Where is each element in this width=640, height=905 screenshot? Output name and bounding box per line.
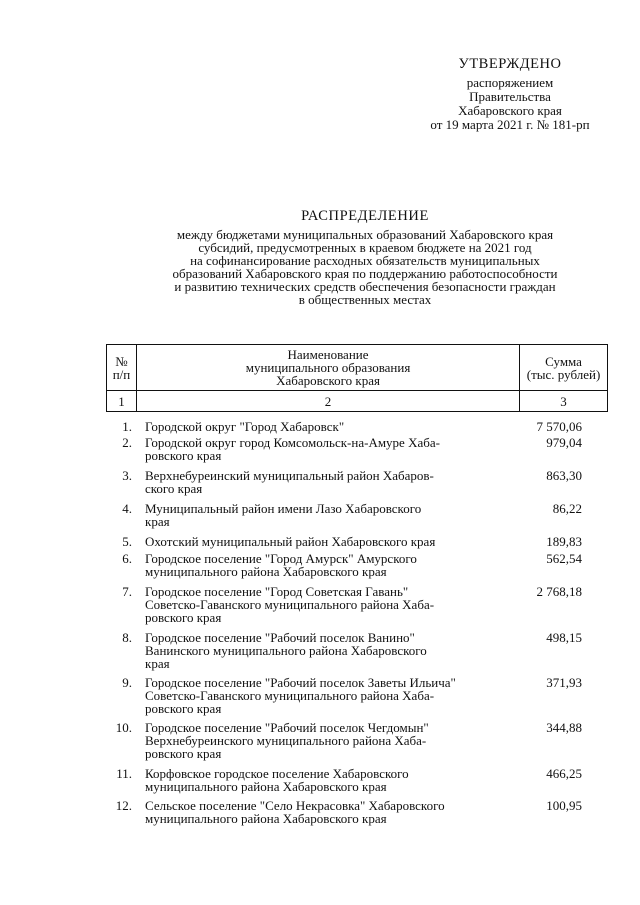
column-number: 3 — [520, 391, 608, 412]
header-name-line: Наименование — [287, 347, 369, 362]
header-sum-cell — [520, 345, 608, 391]
row-sum: 863,30 — [546, 468, 582, 483]
column-number-row — [107, 391, 608, 412]
row-name-line: Советско-Гаванского муниципального района Хаба- — [145, 597, 435, 612]
row-name — [145, 502, 497, 528]
row-name-line: Верхнебуреинского муниципального района Хаба- — [145, 733, 427, 748]
row-name — [145, 469, 497, 495]
document-subtitle-line: образований Хабаровского края по поддержанию работоспособности — [172, 266, 558, 281]
row-number: 2. — [122, 435, 132, 450]
row-name-line: Верхнебуреинский муниципальный район Хабаров- — [145, 468, 434, 483]
row-sum: 189,83 — [546, 534, 582, 549]
row-sum: 979,04 — [546, 435, 582, 450]
approval-line: Правительства — [469, 89, 551, 104]
row-number: 4. — [122, 501, 132, 516]
document-subtitle-line: субсидий, предусмотренных в краевом бюджете на 2021 год — [198, 240, 532, 255]
row-name-line: Городской округ город Комсомольск-на-Амуре Хаба- — [145, 435, 440, 450]
row-name-line: Ванинского муниципального района Хабаровского — [145, 643, 427, 658]
row-name — [145, 631, 497, 670]
row-name — [145, 436, 497, 462]
row-name-line: Городское поселение "Город Советская Гавань" — [145, 584, 409, 599]
document-subtitle-line: на софинансирование расходных обязательств муниципальных — [190, 253, 540, 268]
row-name-line: Корфовское городское поселение Хабаровского — [145, 766, 409, 781]
approval-block — [400, 57, 620, 132]
row-number: 11. — [116, 766, 132, 781]
row-number: 5. — [122, 534, 132, 549]
row-sum: 466,25 — [546, 766, 582, 781]
row-sum: 2 768,18 — [536, 584, 582, 599]
row-name-line: ского края — [145, 481, 203, 496]
approval-line: Хабаровского края — [458, 103, 562, 118]
document-subtitle-line: в общественных местах — [298, 292, 432, 307]
document-title-block — [90, 210, 640, 306]
row-name — [145, 721, 497, 760]
row-name-line: Городское поселение "Рабочий поселок Заветы Ильича" — [145, 675, 456, 690]
row-sum: 371,93 — [546, 675, 582, 690]
row-name — [145, 585, 497, 624]
row-name — [145, 676, 497, 715]
row-name — [145, 552, 497, 578]
row-name-line: Городской округ "Город Хабаровск" — [145, 419, 345, 434]
row-number: 7. — [122, 584, 132, 599]
column-number: 1 — [107, 391, 137, 412]
row-name — [145, 420, 497, 433]
document-subtitle-line: между бюджетами муниципальных образований Хабаровского края — [176, 227, 554, 242]
row-name — [145, 535, 497, 548]
header-num-line: № — [115, 353, 128, 369]
table-header — [106, 344, 608, 412]
header-name-line: муниципального образования — [245, 360, 411, 375]
column-number: 2 — [136, 391, 519, 412]
row-name-line: муниципального района Хабаровского края — [145, 811, 387, 826]
approval-line: распоряжением — [466, 75, 554, 90]
row-name-line: края — [145, 514, 170, 529]
row-name-line: Советско-Гаванского муниципального района Хаба- — [145, 688, 435, 703]
header-row — [107, 345, 608, 391]
row-name-line: ровского края — [145, 746, 222, 761]
approval-heading: УТВЕРЖДЕНО — [458, 56, 562, 72]
row-name-line: муниципального района Хабаровского края — [145, 564, 387, 579]
row-sum: 498,15 — [546, 630, 582, 645]
row-name-line: ровского края — [145, 701, 222, 716]
row-sum: 562,54 — [546, 551, 582, 566]
row-name-line: Городское поселение "Город Амурск" Амурского — [145, 551, 417, 566]
row-name-line: Городское поселение "Рабочий поселок Ванино" — [145, 630, 415, 645]
row-sum: 86,22 — [552, 501, 582, 516]
row-name — [145, 799, 497, 825]
row-name-line: края — [145, 656, 170, 671]
header-sum-line: Сумма — [545, 353, 582, 369]
row-number: 6. — [122, 551, 132, 566]
row-name-line: муниципального района Хабаровского края — [145, 779, 387, 794]
row-name-line: ровского края — [145, 448, 222, 463]
row-name-line: Муниципальный район имени Лазо Хабаровского — [145, 501, 422, 516]
row-number: 3. — [122, 468, 132, 483]
header-name-line: Хабаровского края — [276, 373, 380, 388]
header-sum-line: (тыс. рублей) — [526, 366, 601, 382]
header-num-line: п/п — [112, 366, 131, 382]
row-name-line: Сельское поселение "Село Некрасовка" Хабаровского — [145, 798, 445, 813]
row-sum: 100,95 — [546, 798, 582, 813]
row-number: 12. — [115, 798, 132, 813]
row-number: 10. — [115, 720, 132, 735]
row-name-line: ровского края — [145, 610, 222, 625]
row-number: 9. — [122, 675, 132, 690]
row-number: 8. — [122, 630, 132, 645]
row-number: 1. — [122, 419, 132, 434]
row-sum: 7 570,06 — [536, 419, 582, 434]
header-name-cell — [136, 345, 519, 391]
row-name-line: Охотский муниципальный район Хабаровского края — [145, 534, 436, 549]
row-name-line: Городское поселение "Рабочий поселок Чегдомын" — [145, 720, 429, 735]
document-subtitle-line: и развитию технических средств обеспечения безопасности граждан — [174, 279, 556, 294]
row-name — [145, 767, 497, 793]
document-heading: РАСПРЕДЕЛЕНИЕ — [301, 208, 429, 224]
approval-date-line: от 19 марта 2021 г. № 181-рп — [430, 117, 590, 132]
header-num-cell — [107, 345, 137, 391]
row-sum: 344,88 — [546, 720, 582, 735]
